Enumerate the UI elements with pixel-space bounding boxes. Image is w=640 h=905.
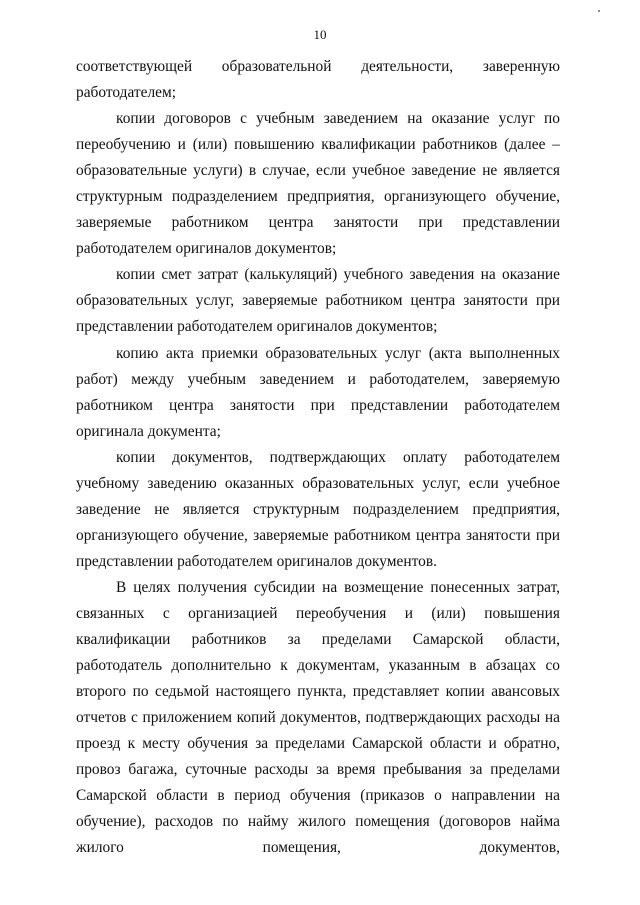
page-number: 10	[313, 27, 327, 42]
paragraph-continuation: соответствующей образовательной деятельности, заверенную работодателем;	[76, 58, 560, 102]
paragraph-contract-copies: копии договоров с учебным заведением на оказание услуг по переобучению и (или) повышению квалификации работников (далее – образовательные услуги) в случае, если учебное заведение не является структурным подразделением предприятия, организующего обучение, заверяемые работником центра занятости при представлении работодателем оригиналов документов;	[76, 110, 560, 258]
document-body	[76, 54, 560, 861]
paragraph-cost-estimates: копии смет затрат (калькуляций) учебного заведения на оказание образовательных услуг, заверяемые работником центра занятости при представлении работодателем оригиналов документов;	[76, 266, 560, 336]
scan-artifact-dot	[598, 10, 600, 12]
paragraph-subsidy-conditions: В целях получения субсидии на возмещение понесенных затрат, связанных с организацией переобучения и (или) повышения квалификации работников за пределами Самарской области, работодатель дополнительно к документам, указанным в абзацах со второго по седьмой настоящего пункта, представляет копии авансовых отчетов с приложением копий документов, подтверждающих расходы на проезд к месту обучения за пределами Самарской области и обратно, провоз багажа, суточные расходы за время пребывания за пределами Самарской области в период обучения (приказов о направлении на обучение), расходов по найму жилого помещения (договоров найма жилого помещения, документов,	[76, 578, 560, 857]
paragraph-payment-documents: копии документов, подтверждающих оплату работодателем учебному заведению оказанных образовательных услуг, если учебное заведение не является структурным подразделением предприятия, организующего обучение, заверяемые работником центра занятости при представлении работодателем оригиналов документов.	[76, 448, 560, 570]
paragraph-acceptance-act: копию акта приемки образовательных услуг (акта выполненных работ) между учебным заведением и работодателем, заверяемую работником центра занятости при представлении работодателем оригинала документа;	[76, 344, 560, 440]
